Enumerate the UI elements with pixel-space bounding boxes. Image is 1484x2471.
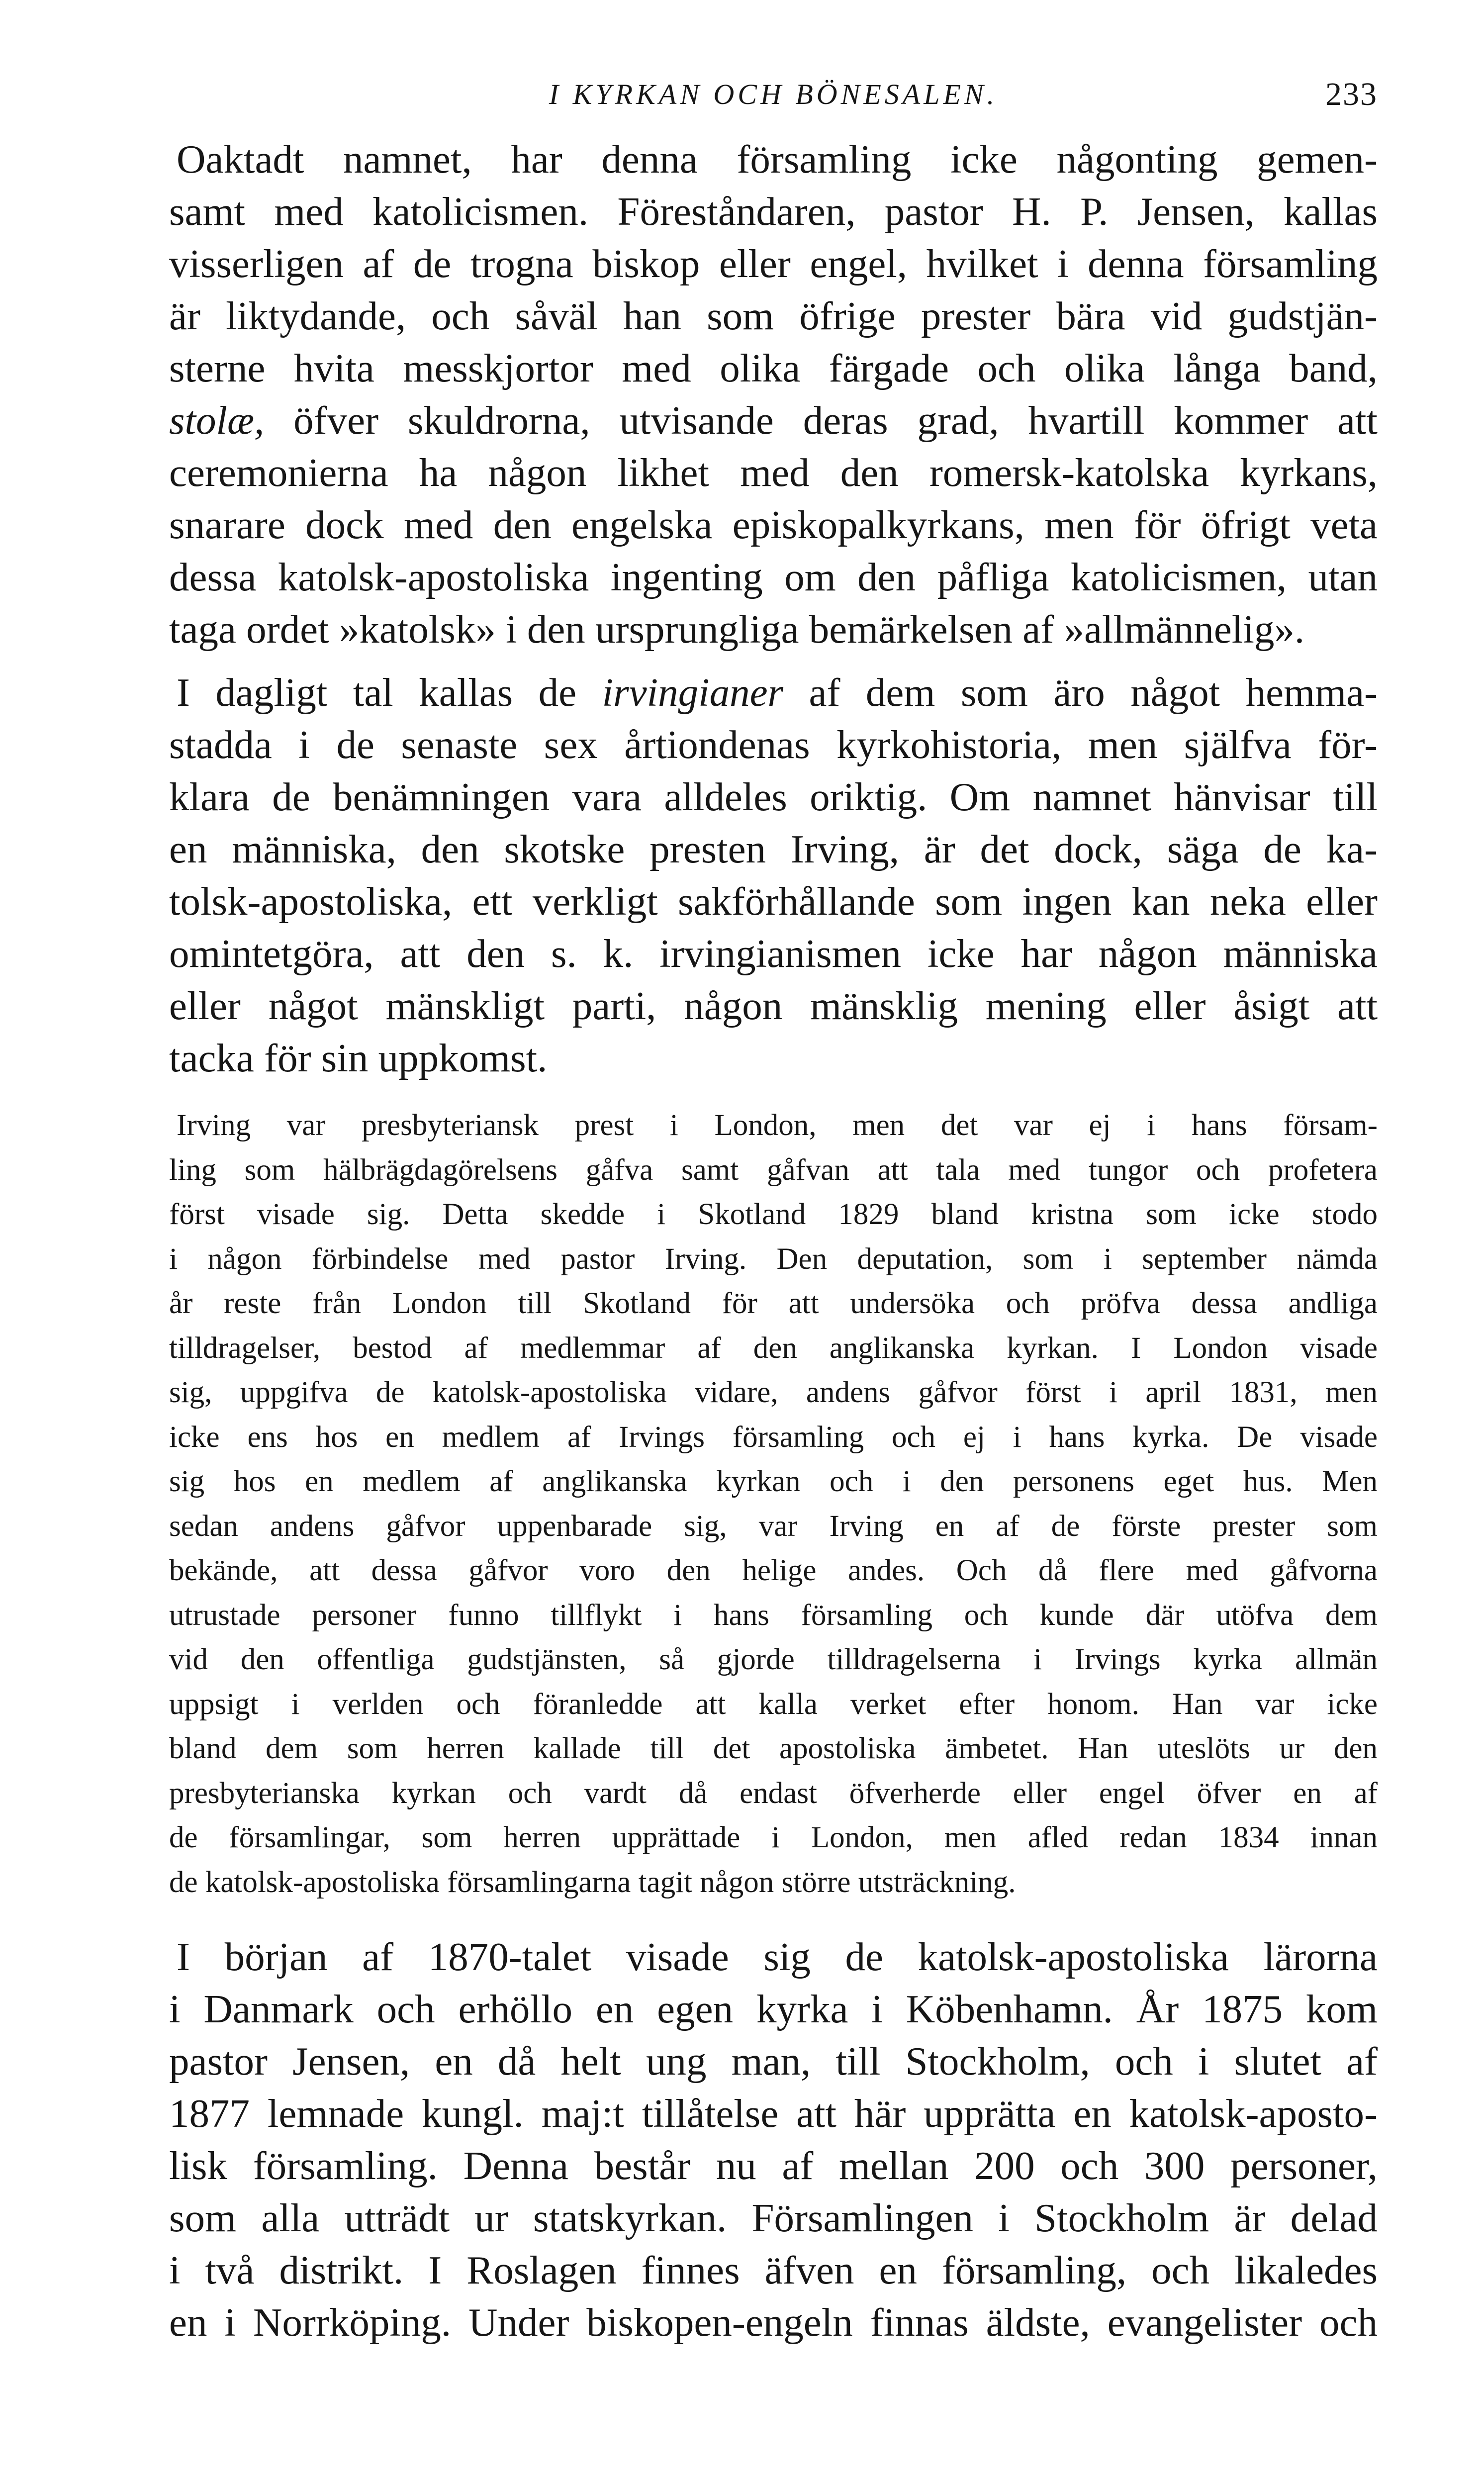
footnote-line: utrustade personer funno tillflykt i hans församling och kunde där utöfva dem	[169, 1598, 1378, 1632]
footnote-line: de katolsk-apostoliska församlingarna tagit någon större utsträckning.	[169, 1865, 1016, 1899]
footnote-line: först visade sig. Detta skedde i Skotland 1829 bland kristna som icke stodo	[169, 1198, 1378, 1231]
text-line: snarare dock med den engelska episkopalkyrkans, men för öfrigt veta	[169, 502, 1378, 547]
paragraph-1	[169, 133, 1378, 656]
footnote-line: bland dem som herren kallade till det apostoliska ämbetet. Han uteslöts ur den	[169, 1732, 1378, 1765]
text-line: sterne hvita messkjortor med olika färgade och olika långa band,	[169, 346, 1378, 390]
footnote-line: i någon förbindelse med pastor Irving. Den deputation, som i september nämda	[169, 1242, 1378, 1276]
italic-term-stolae: stolæ,	[169, 398, 265, 443]
text-line: i två distrikt. I Roslagen finnes äfven en församling, och likaledes	[169, 2248, 1378, 2292]
text-line: en i Norrköping. Under biskopen-engeln finnas äldste, evangelister och	[169, 2300, 1378, 2345]
page-number: 233	[1325, 76, 1378, 112]
footnote-line: sig hos en medlem af anglikanska kyrkan och i den personens eget hus. Men	[169, 1465, 1378, 1498]
running-head	[169, 65, 1378, 124]
footnote-line: år reste från London till Skotland för att undersöka och pröfva dessa andliga	[169, 1287, 1378, 1320]
text-line: tolsk-apostoliska, ett verkligt sakförhållande som ingen kan neka eller	[169, 879, 1378, 924]
footnote-line: ling som hälbrägdagörelsens gåfva samt gåfvan att tala med tungor och profetera	[169, 1153, 1378, 1187]
footnote-line: sig, uppgifva de katolsk-apostoliska vidare, andens gåfvor först i april 1831, men	[169, 1376, 1378, 1409]
text-line: I början af 1870-talet visade sig de katolsk-apostoliska lärorna	[177, 1934, 1378, 1979]
text-line: dessa katolsk-apostoliska ingenting om den påfliga katolicismen, utan	[169, 555, 1378, 599]
text-line: 1877 lemnade kungl. maj:t tillåtelse att här upprätta en katolsk-aposto-	[169, 2091, 1378, 2136]
text-line: omintetgöra, att den s. k. irvingianismen icke har någon människa	[169, 931, 1378, 976]
footnote-line: sedan andens gåfvor uppenbarade sig, var Irving en af de förste prester som	[169, 1509, 1378, 1543]
text-line: visserligen af de trogna biskop eller engel, hvilket i denna församling	[169, 241, 1378, 286]
footnote-line: vid den offentliga gudstjänsten, så gjorde tilldragelserna i Irvings kyrka allmän	[169, 1643, 1378, 1676]
footnote-line: de församlingar, som herren upprättade i London, men afled redan 1834 innan	[169, 1821, 1378, 1854]
text-line: stadda i de senaste sex årtiondenas kyrkohistoria, men själfva för-	[169, 722, 1378, 767]
text-line: ceremonierna ha någon likhet med den romersk-katolska kyrkans,	[169, 450, 1378, 495]
footnote-block	[169, 1103, 1378, 1904]
text-line: lisk församling. Denna består nu af mellan 200 och 300 personer,	[169, 2143, 1378, 2188]
text-fragment: af dem som äro något hemma-	[809, 670, 1378, 715]
paragraph-3	[169, 1931, 1378, 2349]
text-line: taga ordet »katolsk» i den ursprungliga bemärkelsen af »allmännelig».	[169, 607, 1305, 652]
footnote-line: icke ens hos en medlem af Irvings församling och ej i hans kyrka. De visade	[169, 1420, 1378, 1454]
text-line-with-term	[169, 666, 1378, 719]
text-line: i Danmark och erhöllo en egen kyrka i Köbenhamn. År 1875 kom	[169, 1987, 1378, 2031]
footnote-line: presbyterianska kyrkan och vardt då endast öfverherde eller engel öfver en af	[169, 1776, 1378, 1810]
text-line: klara de benämningen vara alldeles oriktig. Om namnet hänvisar till	[169, 774, 1378, 819]
text-line: en människa, den skotske presten Irving, är det dock, säga de ka-	[169, 827, 1378, 871]
italic-term-irvingianer: irvingianer	[602, 670, 784, 715]
text-line: eller något mänskligt parti, någon mänsklig mening eller åsigt att	[169, 983, 1378, 1028]
text-fragment: öfver skuldrorna, utvisande deras grad, hvartill kommer att	[293, 398, 1378, 443]
running-title: I KYRKAN OCH BÖNESALEN.	[549, 78, 998, 110]
text-line: pastor Jensen, en då helt ung man, till Stockholm, och i slutet af	[169, 2039, 1378, 2084]
text-line: är liktydande, och såväl han som öfrige prester bära vid gudstjän-	[169, 293, 1378, 338]
paragraph-2	[169, 666, 1378, 1084]
text-line-with-term	[169, 394, 1378, 447]
footnote-line: uppsigt i verlden och föranledde att kalla verket efter honom. Han var icke	[169, 1687, 1378, 1721]
text-line: tacka för sin uppkomst.	[169, 1036, 548, 1080]
footnote-line: bekände, att dessa gåfvor voro den helige andes. Och då flere med gåfvorna	[169, 1554, 1378, 1587]
footnote-line: tilldragelser, bestod af medlemmar af den anglikanska kyrkan. I London visade	[169, 1331, 1378, 1365]
text-line: Oaktadt namnet, har denna församling icke någonting gemen-	[177, 137, 1378, 182]
text-fragment: I dagligt tal kallas de	[177, 670, 577, 715]
text-line: samt med katolicismen. Föreståndaren, pastor H. P. Jensen, kallas	[169, 189, 1378, 234]
footnote-line: Irving var presbyteriansk prest i London, men det var ej i hans försam-	[177, 1109, 1378, 1142]
text-line: som alla utträdt ur statskyrkan. Församlingen i Stockholm är delad	[169, 2195, 1378, 2240]
